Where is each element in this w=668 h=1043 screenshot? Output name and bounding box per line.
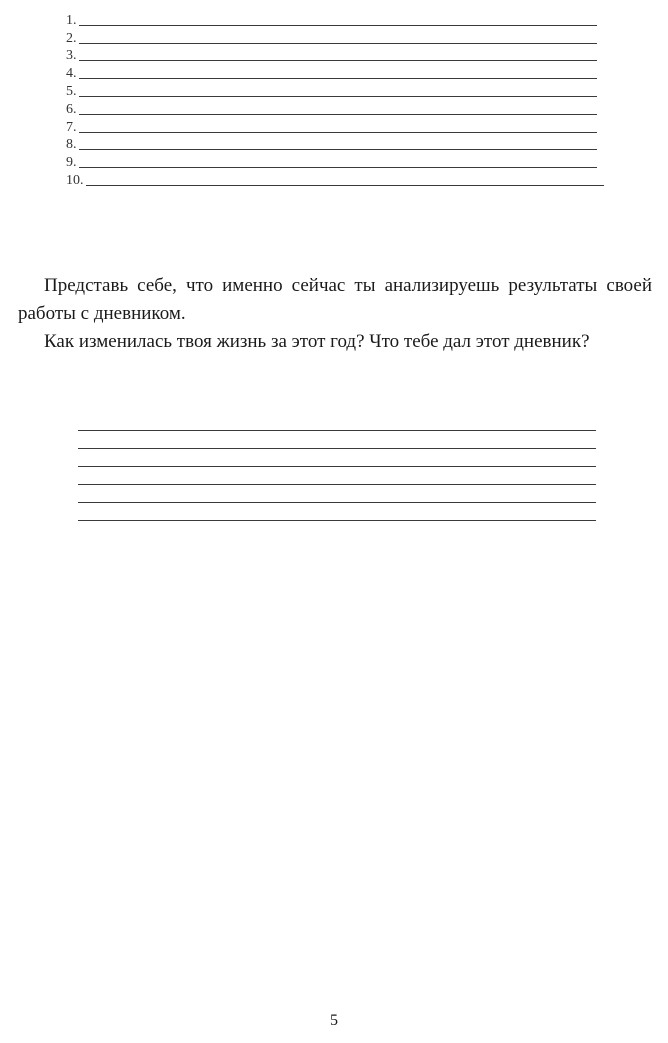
free-answer-line-5[interactable] bbox=[78, 502, 596, 520]
row-number: 1. bbox=[66, 12, 77, 28]
numbered-row-5 bbox=[66, 81, 611, 99]
answer-line-7[interactable] bbox=[79, 132, 597, 133]
numbered-row-7 bbox=[66, 117, 611, 135]
numbered-row-1 bbox=[66, 10, 611, 28]
numbered-row-4 bbox=[66, 63, 611, 81]
free-answer-line-1[interactable] bbox=[78, 430, 596, 448]
answer-line-3[interactable] bbox=[79, 60, 597, 61]
row-number: 9. bbox=[66, 155, 77, 171]
free-answer-line-2[interactable] bbox=[78, 448, 596, 466]
answer-line-1[interactable] bbox=[79, 25, 597, 26]
answer-line-5[interactable] bbox=[79, 96, 597, 97]
numbered-row-6 bbox=[66, 99, 611, 117]
row-number: 5. bbox=[66, 83, 77, 99]
answer-line-8[interactable] bbox=[79, 149, 597, 150]
numbered-row-9 bbox=[66, 152, 611, 170]
row-number: 8. bbox=[66, 137, 77, 153]
numbered-row-10 bbox=[66, 170, 611, 188]
numbered-row-8 bbox=[66, 135, 611, 153]
row-number: 4. bbox=[66, 66, 77, 82]
row-number: 3. bbox=[66, 48, 77, 64]
row-number: 6. bbox=[66, 101, 77, 117]
page-number: 5 bbox=[330, 1012, 338, 1029]
free-answer-line-4[interactable] bbox=[78, 484, 596, 502]
free-answer-lines bbox=[78, 430, 596, 521]
free-answer-line-6[interactable] bbox=[78, 520, 596, 521]
free-answer-line-3[interactable] bbox=[78, 466, 596, 484]
numbered-row-2 bbox=[66, 28, 611, 46]
numbered-row-3 bbox=[66, 46, 611, 64]
row-number: 10. bbox=[66, 172, 84, 188]
numbered-answer-list bbox=[66, 10, 611, 188]
question-paragraph: Как изменилась твоя жизнь за этот год? Что тебе дал этот дневник? bbox=[44, 331, 590, 352]
row-number: 2. bbox=[66, 30, 77, 46]
answer-line-4[interactable] bbox=[79, 78, 597, 79]
intro-paragraph: Представь себе, что именно сейчас ты анализируешь результаты своей работы с дневником. bbox=[18, 275, 652, 324]
row-number: 7. bbox=[66, 119, 77, 135]
answer-line-9[interactable] bbox=[79, 167, 597, 168]
answer-line-2[interactable] bbox=[79, 43, 597, 44]
answer-line-6[interactable] bbox=[79, 114, 597, 115]
answer-line-10[interactable] bbox=[86, 185, 604, 186]
